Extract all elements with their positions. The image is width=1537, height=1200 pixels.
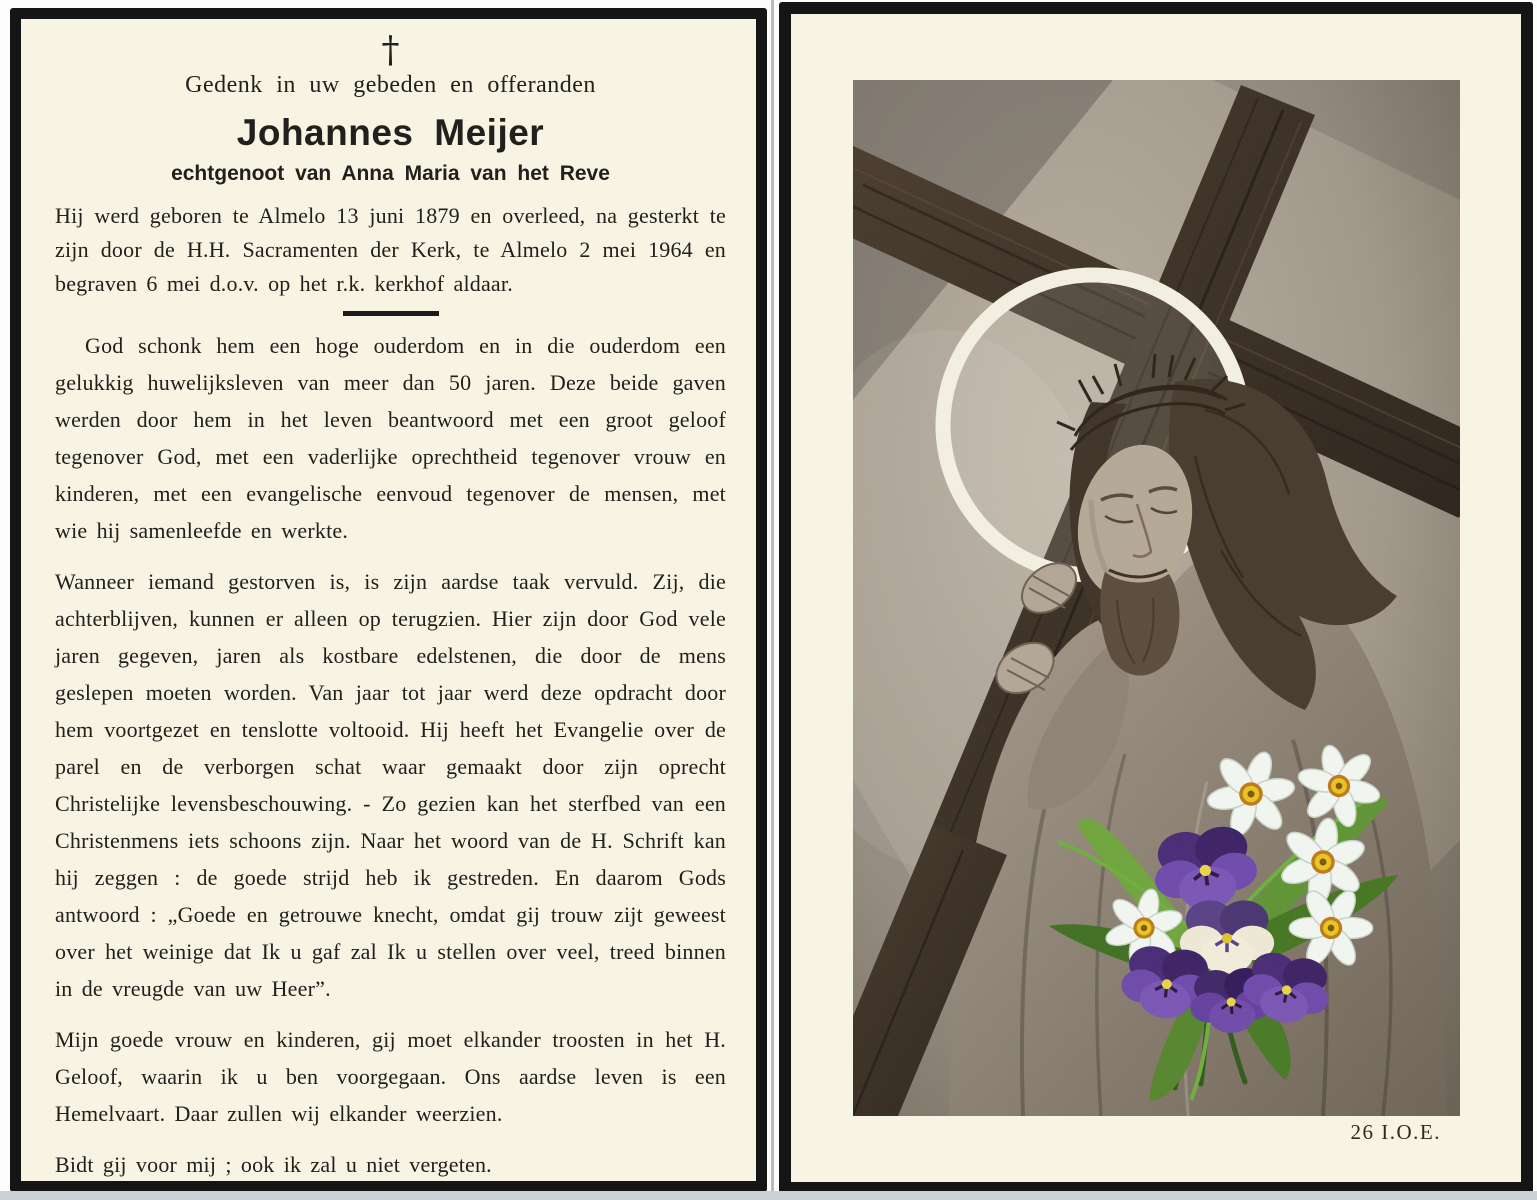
prayer-request-line: Bidt gij voor mij ; ook ik zal u niet vergeten. (55, 1152, 492, 1177)
memorial-card-image-page (779, 2, 1533, 1194)
photo-grain (853, 80, 1460, 1116)
cross-symbol-icon: † (381, 30, 400, 71)
biography-paragraph: Hij werd geboren te Almelo 13 juni 1879 en overleed, na gesterkt te zijn door de H.H. Sacramenten der Kerk, te Almelo 2 mei 1964 en begraven 6 mei d.o.v. op het r.k. kerkhof aldaar. (55, 203, 726, 296)
deceased-name: Johannes Meijer (236, 112, 545, 153)
spouse-line: echtgenoot van Anna Maria van het Reve (171, 162, 610, 185)
memorial-card-text-page (10, 8, 767, 1192)
section-divider (343, 311, 439, 316)
page-gap (771, 0, 774, 1194)
eulogy-paragraph-1: God schonk hem een hoge ouderdom en in die ouderdom een gelukkig huwelijksleven van meer dan 50 jaren. Deze beide gaven werden door hem in het leven beantwoord met een groot geloof tegenover God, met een vaderlijke oprechtheid tegenover vrouw en kinderen, met een evangelische eenvoud tegenover de mensen, met wie hij samenleefde en werkte. (55, 333, 726, 543)
farewell-paragraph: Mijn goede vrouw en kinderen, gij moet elkander troosten in het H. Geloof, waarin ik u ben voorgegaan. Ons aardse leven is een Hemelvaart. Daar zullen wij elkander weerzien. (55, 1027, 726, 1126)
jesus-carrying-cross-illustration (853, 80, 1460, 1116)
illustration-caption: 26 I.O.E. (1350, 1120, 1441, 1144)
eulogy-paragraph-2: Wanneer iemand gestorven is, is zijn aardse taak vervuld. Zij, die achterblijven, kunnen er alleen op terugzien. Hier zijn door God vele jaren gegeven, jaren als kostbare edelstenen, die door de mens geslepen moeten worden. Van jaar tot jaar werd deze opdracht door hem voortgezet en tenslotte voltooid. Hij heeft het Evangelie over de parel en de verborgen schat waar gemaakt door zijn oprecht Christelijke levensbeschouwing. - Zo gezien kan het sterfbed van een Christenmens iets schoons zijn. Naar het woord van de H. Schrift kan hij zeggen : de goede strijd heb ik gestreden. En daarom Gods antwoord : „Goede en getrouwe knecht, omdat gij trouw zijt geweest over het weinige dat Ik u gaf zal Ik u stellen over veel, treed binnen in de vreugde van uw Heer”. (55, 569, 726, 1001)
intro-line: Gedenk in uw gebeden en offeranden (185, 72, 596, 98)
scanner-edge (0, 1191, 1537, 1200)
